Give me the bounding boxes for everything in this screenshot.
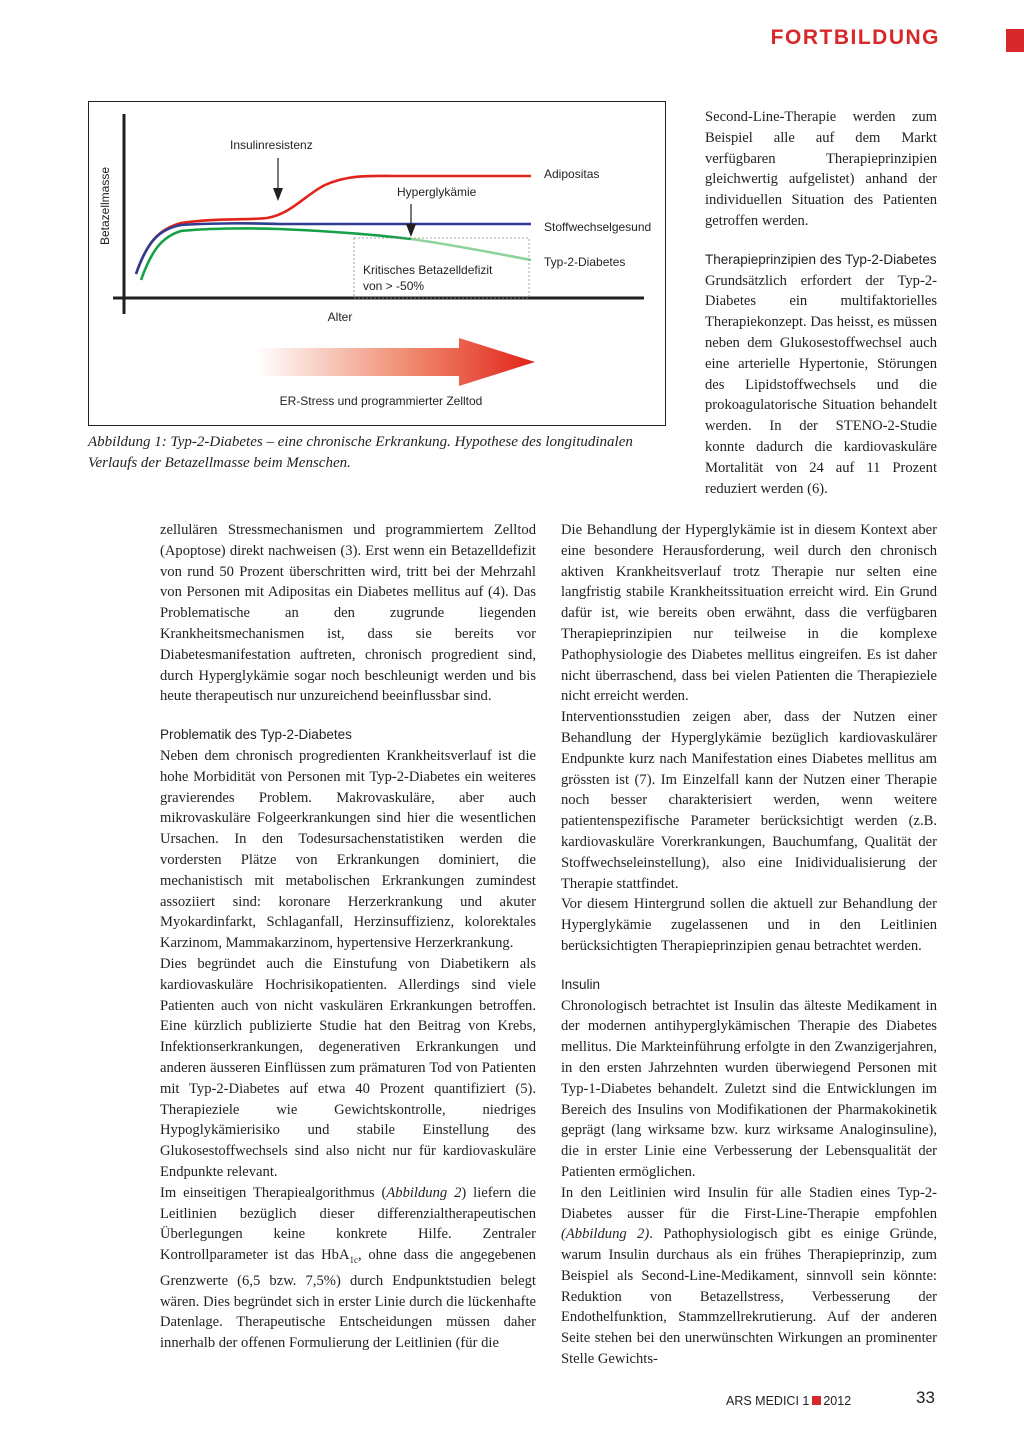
text-run: . Pathophysiologisch gibt es einige Gründe, warum Insulin durchaus als ein frühes Therapieprinzip, zum Beispiel als Second-Line-Medikament, sinnvoll sein könnte: Reduktion von Betazellstress, Verbesserung der Endothelfunktion, Stammzellrekrutierung. Auf der anderen Seite stehen bei den unerwünschten Wirkungen an prominenter Stelle Gewichts- bbox=[561, 1226, 937, 1368]
hyperglykaemie-label: Hyperglykämie bbox=[397, 185, 477, 199]
subscript: 1c bbox=[349, 1255, 359, 1265]
figure-1 bbox=[88, 101, 666, 426]
paragraph: Die Behandlung der Hyperglykämie ist in diesem Kontext aber eine besondere Herausforderung, weil durch den chronisch aktiven Krankheitsverlauf trotz Therapie nur selten eine langfristig stabile Krankheitssituation erreicht wird. Ein Grund dafür ist, wie bereits oben erwähnt, dass die verfügbaren Therapieprinzipien nur teilweise in die komplexe Pathophysiologie des Diabetes mellitus eingreifen. Es ist daher nicht überraschend, dass bei vielen Patienten die Therapieziele nicht erreicht werden. bbox=[561, 522, 937, 705]
figure-reference: Abbildung 2 bbox=[386, 1184, 462, 1201]
deficit-label-line1: Kritisches Betazelldefizit bbox=[363, 263, 493, 277]
figure-caption: Abbildung 1: Typ-2-Diabetes – eine chronische Erkrankung. Hypothese des longitudinalen Verlaufs der Betazellmasse beim Menschen. bbox=[88, 434, 633, 471]
er-stress-arrow bbox=[257, 338, 535, 386]
paragraph: Grundsätzlich erfordert der Typ-2-Diabetes ein multifaktorielles Therapiekonzept. Das heisst, es müssen neben dem Glukosestoffwechsel auch eine arterielle Hypertonie, Störungen des Lipidstoffwechsels und die prokoagulatorische Situation behandelt werden. In der STENO-2-Studie konnte dadurch die kardiovaskuläre Mortalität von 24 auf 11 Prozent reduziert werden (6). bbox=[705, 272, 937, 497]
journal-year: 2012 bbox=[823, 1394, 852, 1408]
middle-column bbox=[561, 520, 937, 1370]
right-column bbox=[705, 107, 937, 499]
paragraph: Second-Line-Therapie werden zum Beispiel alle auf dem Markt verfügbaren Therapieprinzipien gleichwertig aufgelistet) anhand der individuellen Situation des Patienten getroffen werden. bbox=[705, 109, 937, 229]
section-marker bbox=[1006, 29, 1024, 52]
text-run: ) liefern die Leitlinien bezüglich dieser differenzialtherapeutischen Überlegungen keine konkrete Hilfe. Zentraler Kontrollparameter ist das HbA bbox=[160, 1184, 536, 1264]
journal-name: ARS MEDICI 1 bbox=[726, 1394, 810, 1408]
journal-footer bbox=[726, 1394, 851, 1408]
paragraph: Interventionsstudien zeigen aber, dass der Nutzen einer Behandlung der Hyperglykämie bezüglich kardiovaskulärer Endpunkte kurz nach Manifestation eines Diabetes mellitus am grössten ist (7). Im Einzelfall kann der Nutzen einer Therapie noch besser charakterisiert werden, wenn weitere patientenspezifische Parameter berücksichtigt werden (z.B. kardiovaskuläre Vorerkrankungen, Bauchumfang, Qualität der Stoffwechseleinstellung), also eine Inidividualisierung der Therapie stattfindet. bbox=[561, 709, 937, 892]
paragraph: zellulären Stressmechanismen und programmiertem Zelltod (Apoptose) direkt nachweisen (3). Erst wenn ein Betazelldefizit von rund 50 Prozent überschritten wird, tritt bei der Mehrzahl von Personen mit Adipositas ein Diabetes mellitus auf (4). Das Problematische an den zugrunde liegenden Krankheitsmechanismen ist, dass sie bereits vor Diabetesmanifestation auftreten, chronisch progredient sind, durch Hyperglykämie sogar noch beschleunigt werden und bis heute therapeutisch nur unzureichend beeinflussbar sind. bbox=[160, 522, 536, 705]
t2d-label: Typ-2-Diabetes bbox=[544, 255, 626, 269]
heading-insulin: Insulin bbox=[561, 976, 601, 992]
footer-marker bbox=[812, 1396, 821, 1405]
heading-problematik: Problematik des Typ-2-Diabetes bbox=[160, 727, 352, 743]
paragraph bbox=[561, 1183, 937, 1370]
er-stress-label: ER-Stress und programmierter Zelltod bbox=[279, 394, 483, 408]
insulinresistenz-label: Insulinresistenz bbox=[230, 138, 313, 152]
hyperglykaemie-arrowhead bbox=[406, 224, 416, 237]
betacell-chart bbox=[89, 102, 667, 427]
text-run: , ohne dass die angegebenen Grenzwerte (6,5 bzw. 7,5%) durch Endpunktstudien belegt wären. Dies begründet sich in erster Linie durch die lückenhafte Datenlage. Therapeutische Entscheidungen müssen daher innerhalb der offenen Formulierung der Leitlinien (für die bbox=[160, 1247, 536, 1352]
y-axis-label: Betazellmasse bbox=[98, 166, 112, 246]
paragraph: Chronologisch betrachtet ist Insulin das älteste Medikament in der modernen antihyperglykämischen Therapie des Diabetes mellitus. Die Markteinführung erfolgte in den Zwanzigerjahren, in den ersten Jahrzehnten wurden überwiegend Personen mit Typ-1-Diabetes behandelt. Zuletzt sind die Entwicklungen im Bereich des Insulins von Modifikationen der Pharmakokinetik geprägt (lang wirksame bzw. kurz wirksame Analoginsuline), die in erster Linie eine Verbesserung der Lebensqualität der Patienten ermöglichen. bbox=[561, 997, 937, 1180]
section-title: FORTBILDUNG bbox=[770, 26, 940, 49]
paragraph: Vor diesem Hintergrund sollen die aktuell zur Behandlung der Hyperglykämie zugelassenen und in den Leitlinien berücksichtigten Therapieprinzipien genau betrachtet werden. bbox=[561, 896, 937, 954]
paragraph: Dies begründet auch die Einstufung von Diabetikern als kardiovaskuläre Hochrisikopatienten. Allerdings sind viele Patienten auch von nicht vaskulären Erkrankungen betroffen. Eine kürzlich publizierte Studie hat den Beitrag von Krebs, Infektionserkrankungen, degenerativen Erkrankungen und anderen äusseren Einflüssen zum prämaturen Tod von Patienten mit Typ-2-Diabetes auf etwa 40 Prozent quantifiziert (5). Therapieziele wie Gewichtskontrolle, niedriges Hypoglykämierisiko und stabile Einstellung des Glukosestoffwechsels sind also nicht nur für kardiovaskuläre Endpunkte relevant. bbox=[160, 955, 536, 1180]
t2d-curve-late bbox=[411, 239, 531, 260]
insulinresistenz-arrowhead bbox=[273, 188, 283, 201]
adipositas-label: Adipositas bbox=[544, 167, 600, 181]
left-column bbox=[160, 520, 536, 1354]
x-axis-label: Alter bbox=[327, 310, 353, 324]
text-run: Im einseitigen Therapiealgorithmus ( bbox=[160, 1184, 387, 1201]
text-run: In den Leitlinien wird Insulin für alle Stadien eines Typ-2-Diabetes ausser für die First-Line-Therapie empfohlen bbox=[561, 1184, 937, 1222]
page-number: 33 bbox=[916, 1388, 935, 1407]
heading-therapieprinzipien: Therapieprinzipien des Typ-2-Diabetes bbox=[705, 251, 937, 267]
figure-reference: (Abbildung 2) bbox=[561, 1226, 650, 1243]
paragraph bbox=[160, 1183, 536, 1354]
healthy-label: Stoffwechselgesund bbox=[544, 220, 652, 234]
paragraph: Neben dem chronisch progredienten Krankheitsverlauf ist die hohe Morbidität von Personen mit Typ-2-Diabetes ein weiteres gravierendes Problem. Makrovaskuläre, aber auch mikrovaskuläre Folgeerkrankungen sind hier die wesentlichen Ursachen. In den Todesursachenstatistiken werden die vordersten Plätze von Erkrankungen dominiert, die mechanistisch mit metabolischen Erkrankungen zumindest assoziiert sind: koronare Herzerkrankung und akuter Myokardinfarkt, Schlaganfall, Herzinsuffizienz, kolorektales Karzinom, Mammakarzinom, hypertensive Herzerkrankung. bbox=[160, 747, 536, 952]
deficit-label-line2: von > -50% bbox=[363, 279, 425, 293]
